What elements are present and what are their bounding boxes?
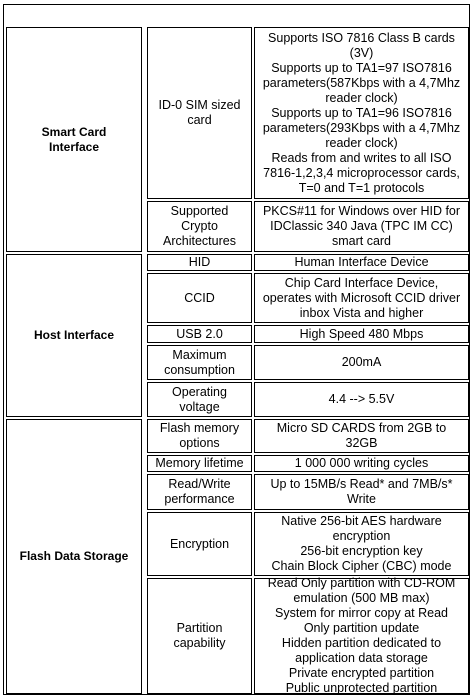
spec-table [3,4,470,695]
value-lines: PKCS#11 for Windows over HID for IDClassic 340 Java (TPC IM CC) smart card [262,204,461,248]
row-label-memory-lifetime: Memory lifetime [147,455,252,472]
row-label-operating-voltage: Operating voltage [147,382,252,417]
section-title: Smart Card Interface [41,124,107,154]
value-lines: Supports ISO 7816 Class B cards (3V) Supports up to TA1=97 ISO7816 parameters(587Kbps with a 4,7Mhz reader clock) Supports up to TA1=96 ISO7816 parameters(293Kbps with a 4,7Mhz reader clock) Reads from and writes to all ISO 7816-1,2,3,4 microprocessor cards, T=0 and T=1 protocols [262,30,461,195]
row-label-flash-options: Flash memory options [147,419,252,453]
row-value-max-consumption: 200mA [254,345,469,380]
value-lines: Native 256-bit AES hardware encryption 256-bit encryption key Chain Block Cipher (CBC) mode [271,514,452,573]
row-label-usb: USB 2.0 [147,325,252,343]
row-value-ccid [254,273,469,323]
row-label-hid: HID [147,254,252,271]
section-smart-card-interface [6,27,142,252]
row-label-sim-card: ID-0 SIM sized card [147,27,252,199]
value-lines: Read Only partition with CD-ROM emulation (500 MB max) System for mirror copy at Read Only partition update Hidden partition dedicated to application data storage Private encrypted partition Public unprotected partition [267,576,456,695]
row-value-operating-voltage: 4.4 --> 5.5V [254,382,469,417]
row-label-ccid: CCID [147,273,252,323]
row-label-encryption: Encryption [147,512,252,576]
value-lines: Chip Card Interface Device, operates with Microsoft CCID driver inbox Vista and higher [262,275,461,320]
row-value-memory-lifetime: 1 000 000 writing cycles [254,455,469,472]
row-value-crypto [254,201,469,252]
row-value-sim-card [254,27,469,199]
row-value-hid: Human Interface Device [254,254,469,271]
row-value-rw-performance: Up to 15MB/s Read* and 7MB/s* Write [254,474,469,510]
row-value-usb: High Speed 480 Mbps [254,325,469,343]
section-host-interface [6,254,142,417]
section-flash-data-storage [6,419,142,694]
row-label-partition: Partition capability [147,578,252,694]
row-label-rw-performance: Read/Write performance [147,474,252,510]
row-label-crypto: Supported Crypto Architectures [147,201,252,252]
row-value-encryption [254,512,469,576]
row-value-flash-options: Micro SD CARDS from 2GB to 32GB [254,419,469,453]
row-label-max-consumption: Maximum consumption [147,345,252,380]
section-title: Flash Data Storage [19,549,129,563]
row-value-partition [254,578,469,694]
section-title: Host Interface [33,328,115,342]
